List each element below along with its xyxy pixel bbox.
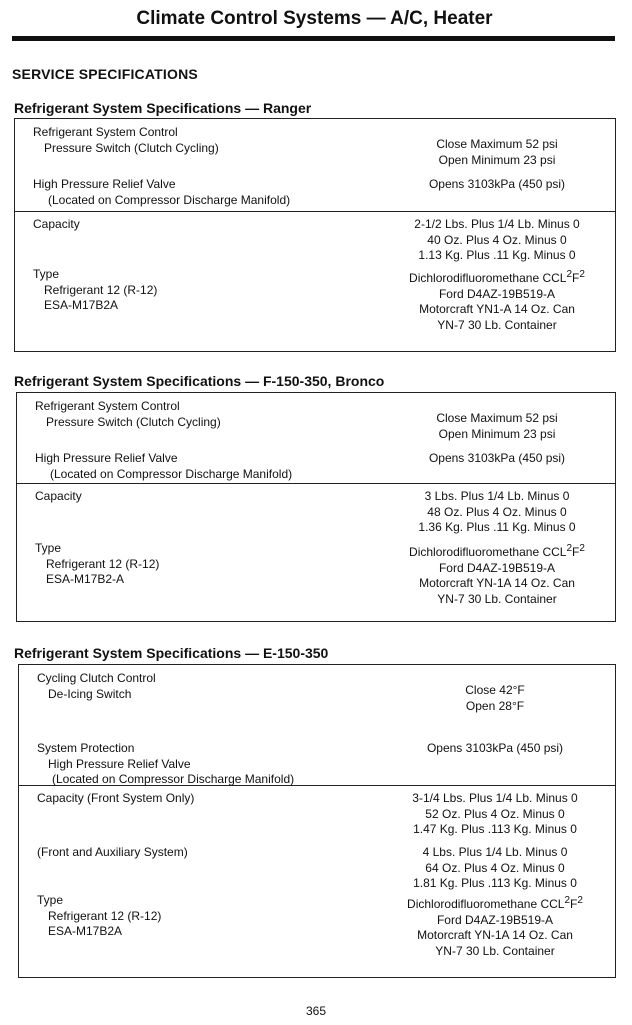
spec-value-line: Ford D4AZ-19B519-A [438, 286, 556, 301]
spec-value-line: Motorcraft YN1-A 14 Oz. Can [419, 302, 575, 316]
spec-value-line: Ford D4AZ-19B519-A [438, 560, 556, 575]
spec-value-line: YN-7 30 Lb. Container [437, 591, 557, 606]
table-title: Refrigerant System Specifications — F-150-350, Bronco [14, 373, 385, 389]
spec-value-line: 64 Oz. Plus 4 Oz. Minus 0 [425, 860, 565, 875]
spec-label-line: (Located on Compressor Discharge Manifold) [50, 466, 293, 481]
spec-value-line: 2-1/2 Lbs. Plus 1/4 Lb. Minus 0 [414, 217, 580, 231]
spec-label-line: Refrigerant System Control [35, 399, 180, 413]
spec-value [373, 137, 621, 168]
spec-label-line: ESA-M17B2A [44, 298, 119, 312]
spec-value-line: 3-1/4 Lbs. Plus 1/4 Lb. Minus 0 [412, 791, 578, 805]
spec-label [37, 893, 161, 940]
spec-value [373, 489, 621, 536]
spec-label-line: Cycling Clutch Control [37, 671, 156, 685]
spec-label [33, 177, 290, 208]
spec-label-line: (Located on Compressor Discharge Manifold) [52, 772, 295, 786]
spec-value-line: Close Maximum 52 psi [436, 137, 558, 151]
spec-value-line: Close 42°F [465, 683, 525, 697]
spec-value [373, 267, 621, 333]
row-divider [15, 211, 615, 212]
table-title: Refrigerant System Specifications — E-150-350 [14, 645, 329, 661]
spec-value-line: Open Minimum 23 psi [438, 426, 556, 441]
spec-value [373, 411, 621, 442]
spec-value [371, 741, 619, 757]
spec-value-line: Close Maximum 52 psi [436, 411, 558, 425]
spec-label-line: Refrigerant 12 (R-12) [44, 282, 158, 297]
spec-label [35, 541, 159, 588]
spec-value-line: YN-7 30 Lb. Container [435, 943, 555, 958]
spec-value-line: Dichlorodifluoromethane $CCL^2F^2$ [407, 895, 583, 911]
spec-label-line: System Protection [37, 741, 135, 755]
spec-label-line: High Pressure Relief Valve [35, 451, 178, 465]
spec-value-line: 1.13 Kg. Plus .11 Kg. Minus 0 [418, 248, 576, 262]
spec-label-line: Capacity (Front System Only) [37, 791, 195, 805]
spec-label-line: Type [35, 541, 62, 555]
spec-value-line: Dichlorodifluoromethane $CCL^2F^2$ [409, 543, 585, 559]
spec-label [33, 217, 80, 233]
header-rule [12, 36, 615, 41]
spec-value-line: Open 28°F [465, 698, 525, 713]
spec-label-line: Refrigerant 12 (R-12) [48, 908, 162, 923]
spec-value-line: Open Minimum 23 psi [438, 152, 556, 167]
spec-value-line: Opens 3103kPa (450 psi) [428, 451, 566, 465]
spec-value-line: YN-7 30 Lb. Container [437, 317, 557, 332]
spec-value [373, 541, 621, 607]
spec-table [18, 664, 616, 978]
row-divider [17, 483, 615, 484]
spec-value [371, 683, 619, 714]
spec-label-line: High Pressure Relief Valve [48, 756, 191, 771]
spec-value [373, 177, 621, 193]
spec-value-line: 4 Lbs. Plus 1/4 Lb. Minus 0 [422, 845, 568, 859]
spec-label [37, 741, 294, 788]
spec-value [371, 893, 619, 959]
row-divider [19, 785, 615, 786]
spec-table [16, 392, 616, 622]
spec-label-line: Capacity [35, 489, 82, 503]
spec-label-line: Refrigerant System Control [33, 125, 178, 139]
spec-label [35, 399, 221, 430]
spec-value-line: Motorcraft YN-1A 14 Oz. Can [419, 576, 575, 590]
spec-label [35, 451, 292, 482]
spec-value-line: Opens 3103kPa (450 psi) [428, 177, 566, 191]
spec-label-line: De-Icing Switch [48, 686, 132, 701]
spec-label [35, 489, 82, 505]
spec-label-line: Refrigerant 12 (R-12) [46, 556, 160, 571]
spec-value-line: Motorcraft YN-1A 14 Oz. Can [417, 928, 573, 942]
spec-label [37, 671, 156, 702]
spec-value-line: 48 Oz. Plus 4 Oz. Minus 0 [427, 504, 567, 519]
spec-label [37, 845, 188, 861]
spec-value [373, 451, 621, 467]
spec-value-line: 1.47 Kg. Plus .113 Kg. Minus 0 [413, 822, 577, 836]
spec-label-line: Capacity [33, 217, 80, 231]
spec-value-line: Opens 3103kPa (450 psi) [426, 741, 564, 755]
spec-value-line: Dichlorodifluoromethane $CCL^2F^2$ [409, 269, 585, 285]
spec-table [14, 118, 616, 352]
spec-label-line: Type [33, 267, 60, 281]
spec-value-line: 40 Oz. Plus 4 Oz. Minus 0 [427, 232, 567, 247]
spec-label [33, 125, 219, 156]
spec-label-line: ESA-M17B2-A [46, 572, 125, 586]
spec-label-line: ESA-M17B2A [48, 924, 123, 938]
spec-label [33, 267, 157, 314]
spec-label-line: Pressure Switch (Clutch Cycling) [46, 414, 221, 429]
spec-label [37, 791, 194, 807]
spec-label-line: (Front and Auxiliary System) [37, 845, 188, 859]
page-number: 365 [305, 1004, 327, 1018]
page-header: Climate Control Systems — A/C, Heater [136, 8, 493, 29]
spec-value-line: 1.81 Kg. Plus .113 Kg. Minus 0 [413, 876, 577, 890]
table-title: Refrigerant System Specifications — Ranger [14, 100, 312, 116]
spec-value [371, 845, 619, 892]
spec-value-line: 52 Oz. Plus 4 Oz. Minus 0 [425, 806, 565, 821]
spec-value [373, 217, 621, 264]
spec-label-line: (Located on Compressor Discharge Manifold) [48, 192, 291, 207]
section-title: SERVICE SPECIFICATIONS [12, 66, 198, 82]
spec-label-line: High Pressure Relief Valve [33, 177, 176, 191]
spec-value-line: 1.36 Kg. Plus .11 Kg. Minus 0 [418, 520, 576, 534]
spec-value-line: Ford D4AZ-19B519-A [436, 912, 554, 927]
spec-label-line: Pressure Switch (Clutch Cycling) [44, 140, 219, 155]
spec-value-line: 3 Lbs. Plus 1/4 Lb. Minus 0 [424, 489, 570, 503]
spec-label-line: Type [37, 893, 64, 907]
spec-value [371, 791, 619, 838]
